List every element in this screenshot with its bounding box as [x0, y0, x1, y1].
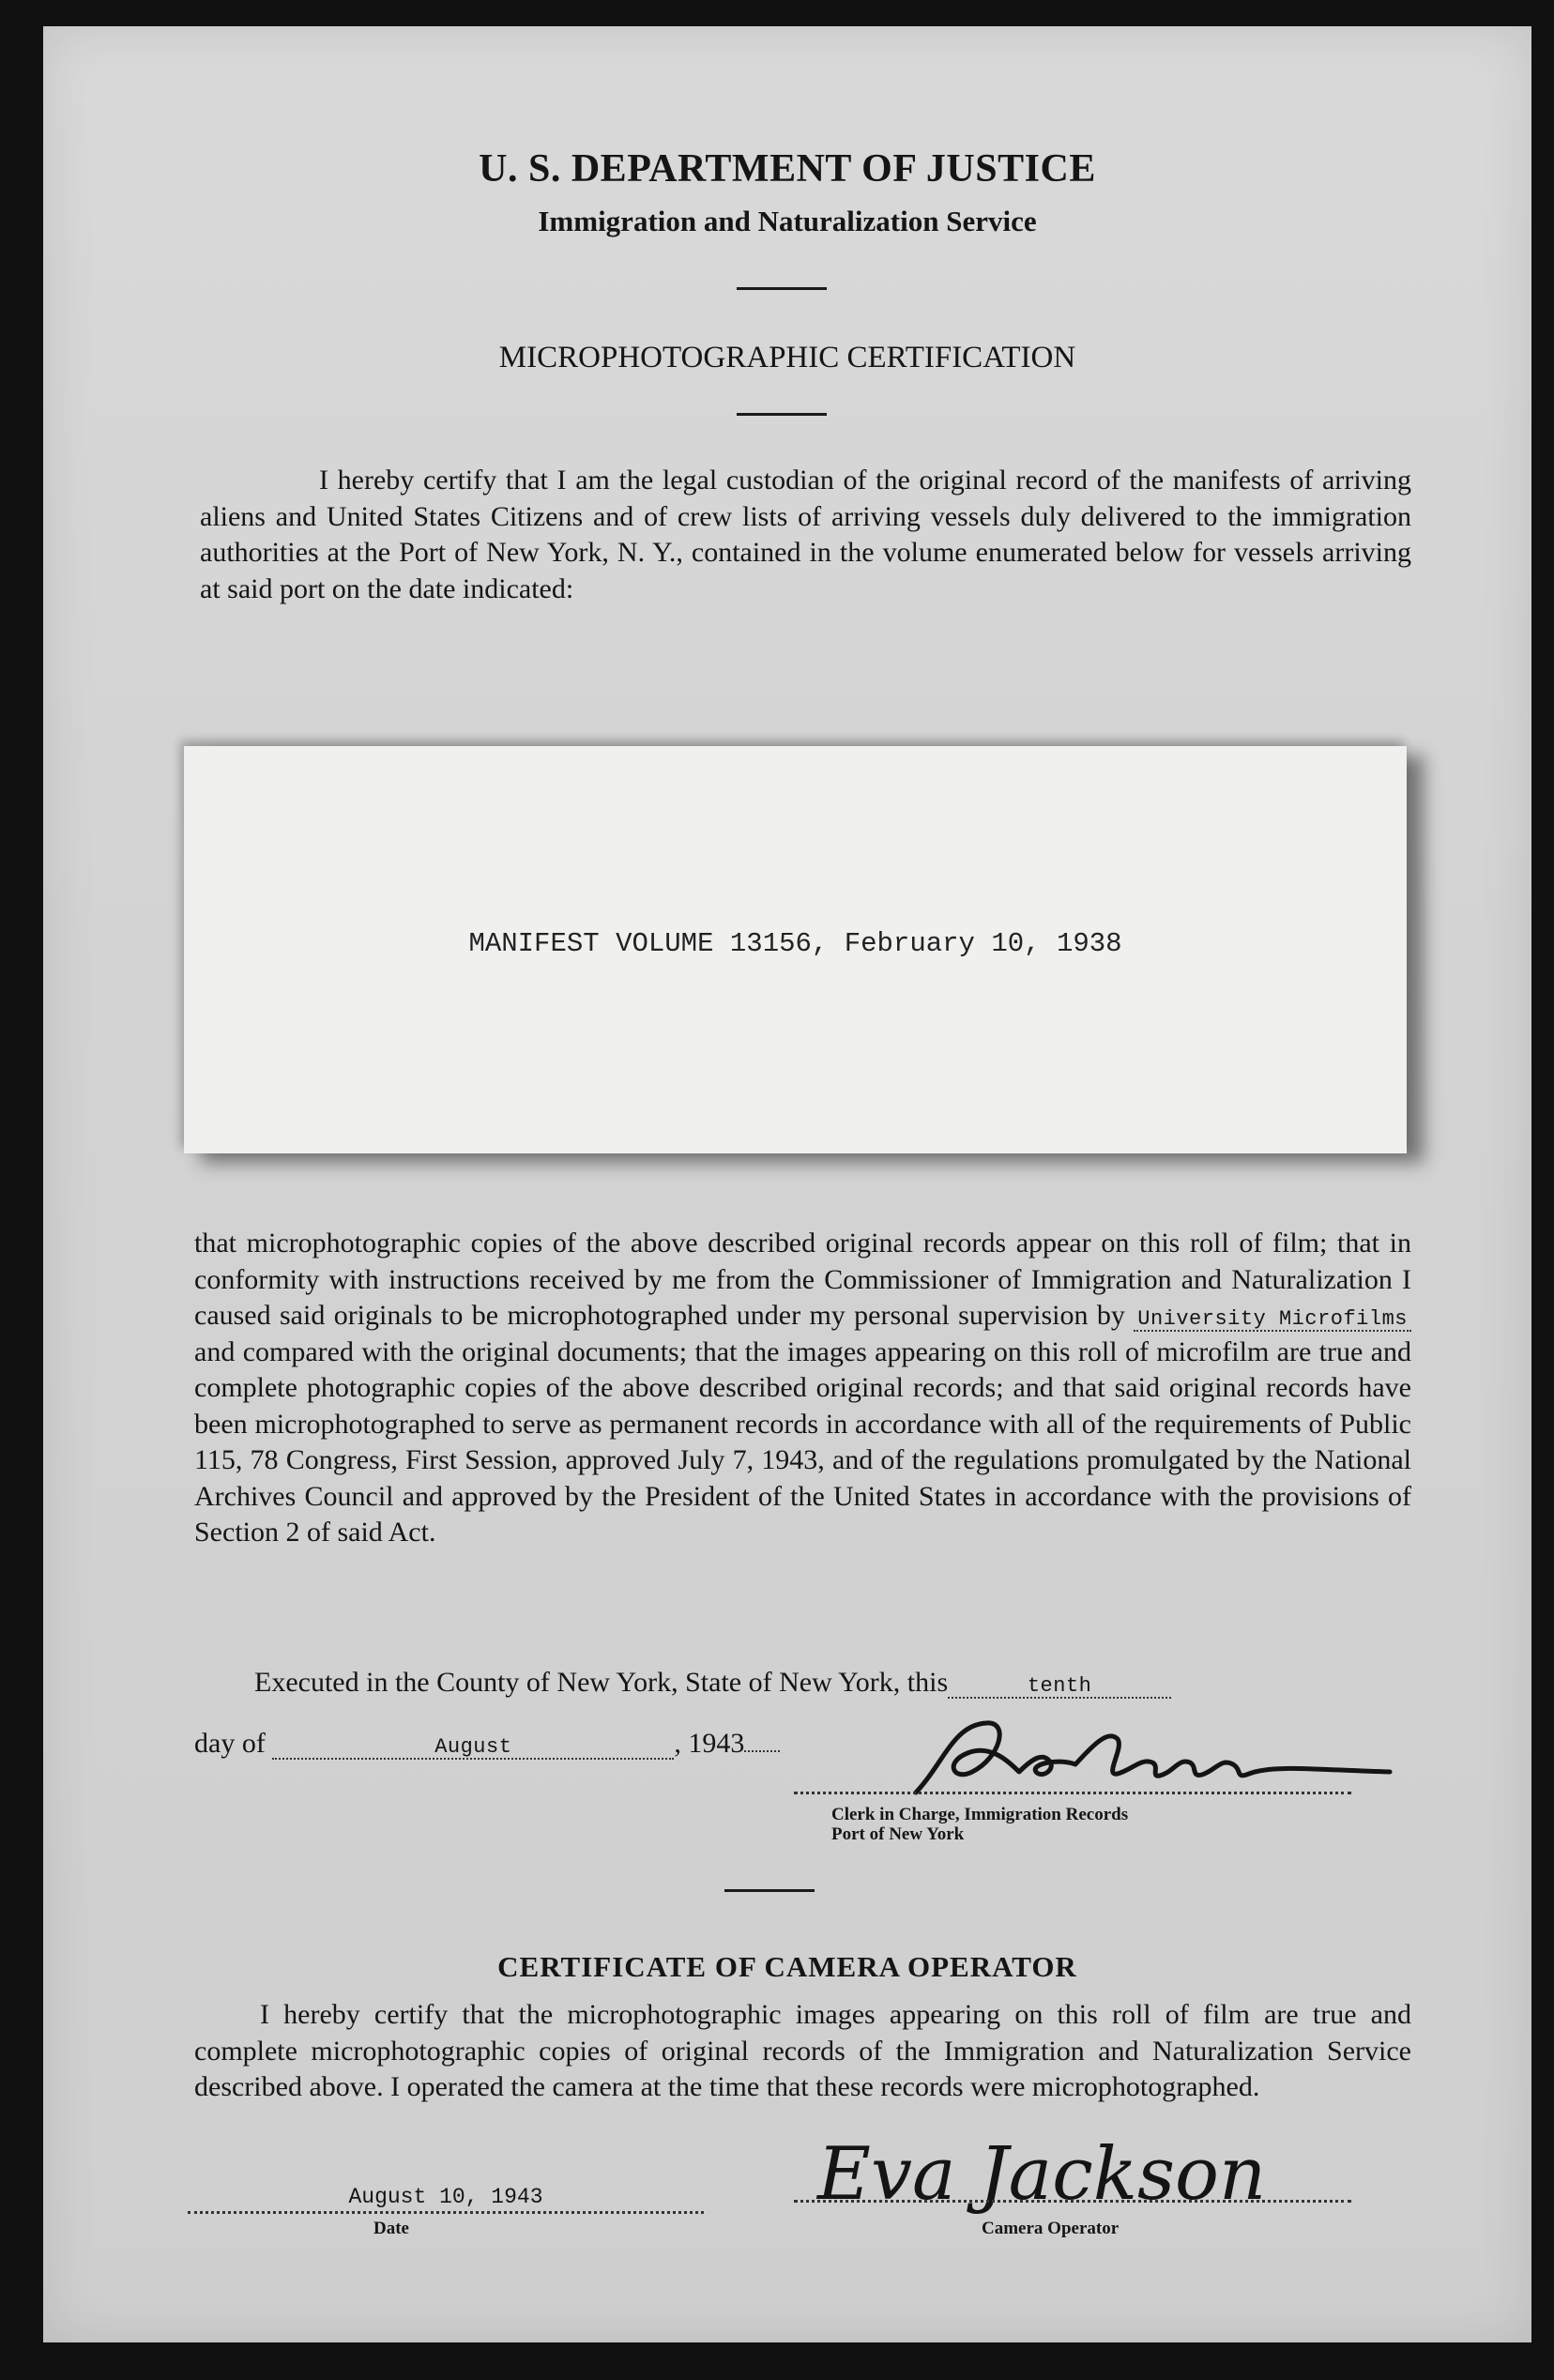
- year-text: , 1943: [674, 1728, 745, 1759]
- service-subheading: Immigration and Naturalization Service: [538, 205, 1037, 237]
- month-fill: August: [272, 1737, 674, 1760]
- clerk-title: Clerk in Charge, Immigration Records: [831, 1805, 1129, 1824]
- divider-rule: [737, 287, 827, 290]
- clerk-caption: [831, 1805, 1128, 1844]
- manifest-volume-card: [184, 746, 1407, 1153]
- executed-day-fill: tenth: [948, 1676, 1171, 1699]
- body-text-after: and compared with the original documents; that the images appearing on this roll of microfilm are true and complete photographic copies of the above described original records; and that said original records have been microphotographed to serve as permanent records in accordance with all of the requirements of Public 115, 78 Congress, First Session, approved July 7, 1943, and of the regulations promulgated by the National Archives Council and approved by the President of the United States in accordance with the provisions of Section 2 of said Act.: [194, 1335, 1411, 1548]
- operator-signature-line: [794, 2200, 1351, 2203]
- clerk-port: Port of New York: [831, 1824, 965, 1844]
- operator-caption: Camera Operator: [982, 2219, 1120, 2238]
- document-page: [43, 26, 1531, 2342]
- divider-rule: [737, 413, 827, 416]
- department-heading: U. S. DEPARTMENT OF JUSTICE: [479, 147, 1096, 191]
- date-caption: Date: [373, 2219, 409, 2238]
- camera-operator-paragraph: I hereby certify that the microphotographic images appearing on this roll of film are true and complete microphotographic copies of original records of the Immigration and Naturalization Service described above. I operated the camera at the time that these records were microphotographed.: [194, 1999, 1411, 2102]
- certification-title: MICROPHOTOGRAPHIC CERTIFICATION: [498, 341, 1076, 374]
- date-fill-in: August 10, 1943: [188, 2183, 704, 2214]
- clerk-signature-line: [794, 1792, 1351, 1794]
- intro-paragraph: I hereby certify that I am the legal custodian of the original record of the manifests of arriving aliens and United States Citizens and of crew lists of arriving vessels duly delivered to the immigration authorities at the Port of New York, N. Y., contained in the volume enumerated below for vessels arriving at said port on the date indicated:: [200, 465, 1411, 604]
- body-paragraph: [194, 1226, 1411, 1551]
- operator-signature-text: Eva Jackson: [817, 2132, 1267, 2217]
- company-fill-in: University Microfilms: [1134, 1309, 1411, 1332]
- divider-rule: [724, 1889, 815, 1892]
- camera-operator-title: CERTIFICATE OF CAMERA OPERATOR: [497, 1950, 1077, 1983]
- body-text-before: that microphotographic copies of the above described original records appear on this roll of film; that in conformity with instructions received by me from the Commissioner of Immigration and Naturalization I caused said originals to be microphotographed under my personal supervision by: [194, 1228, 1411, 1331]
- day-of-label: day of: [194, 1728, 266, 1759]
- day-of-line: [194, 1728, 780, 1760]
- manifest-volume-text: MANIFEST VOLUME 13156, February 10, 1938: [468, 928, 1122, 959]
- year-dots: [744, 1750, 780, 1752]
- executed-line: [254, 1667, 1171, 1699]
- executed-prefix: Executed in the County of New York, State of New York, this: [254, 1667, 949, 1698]
